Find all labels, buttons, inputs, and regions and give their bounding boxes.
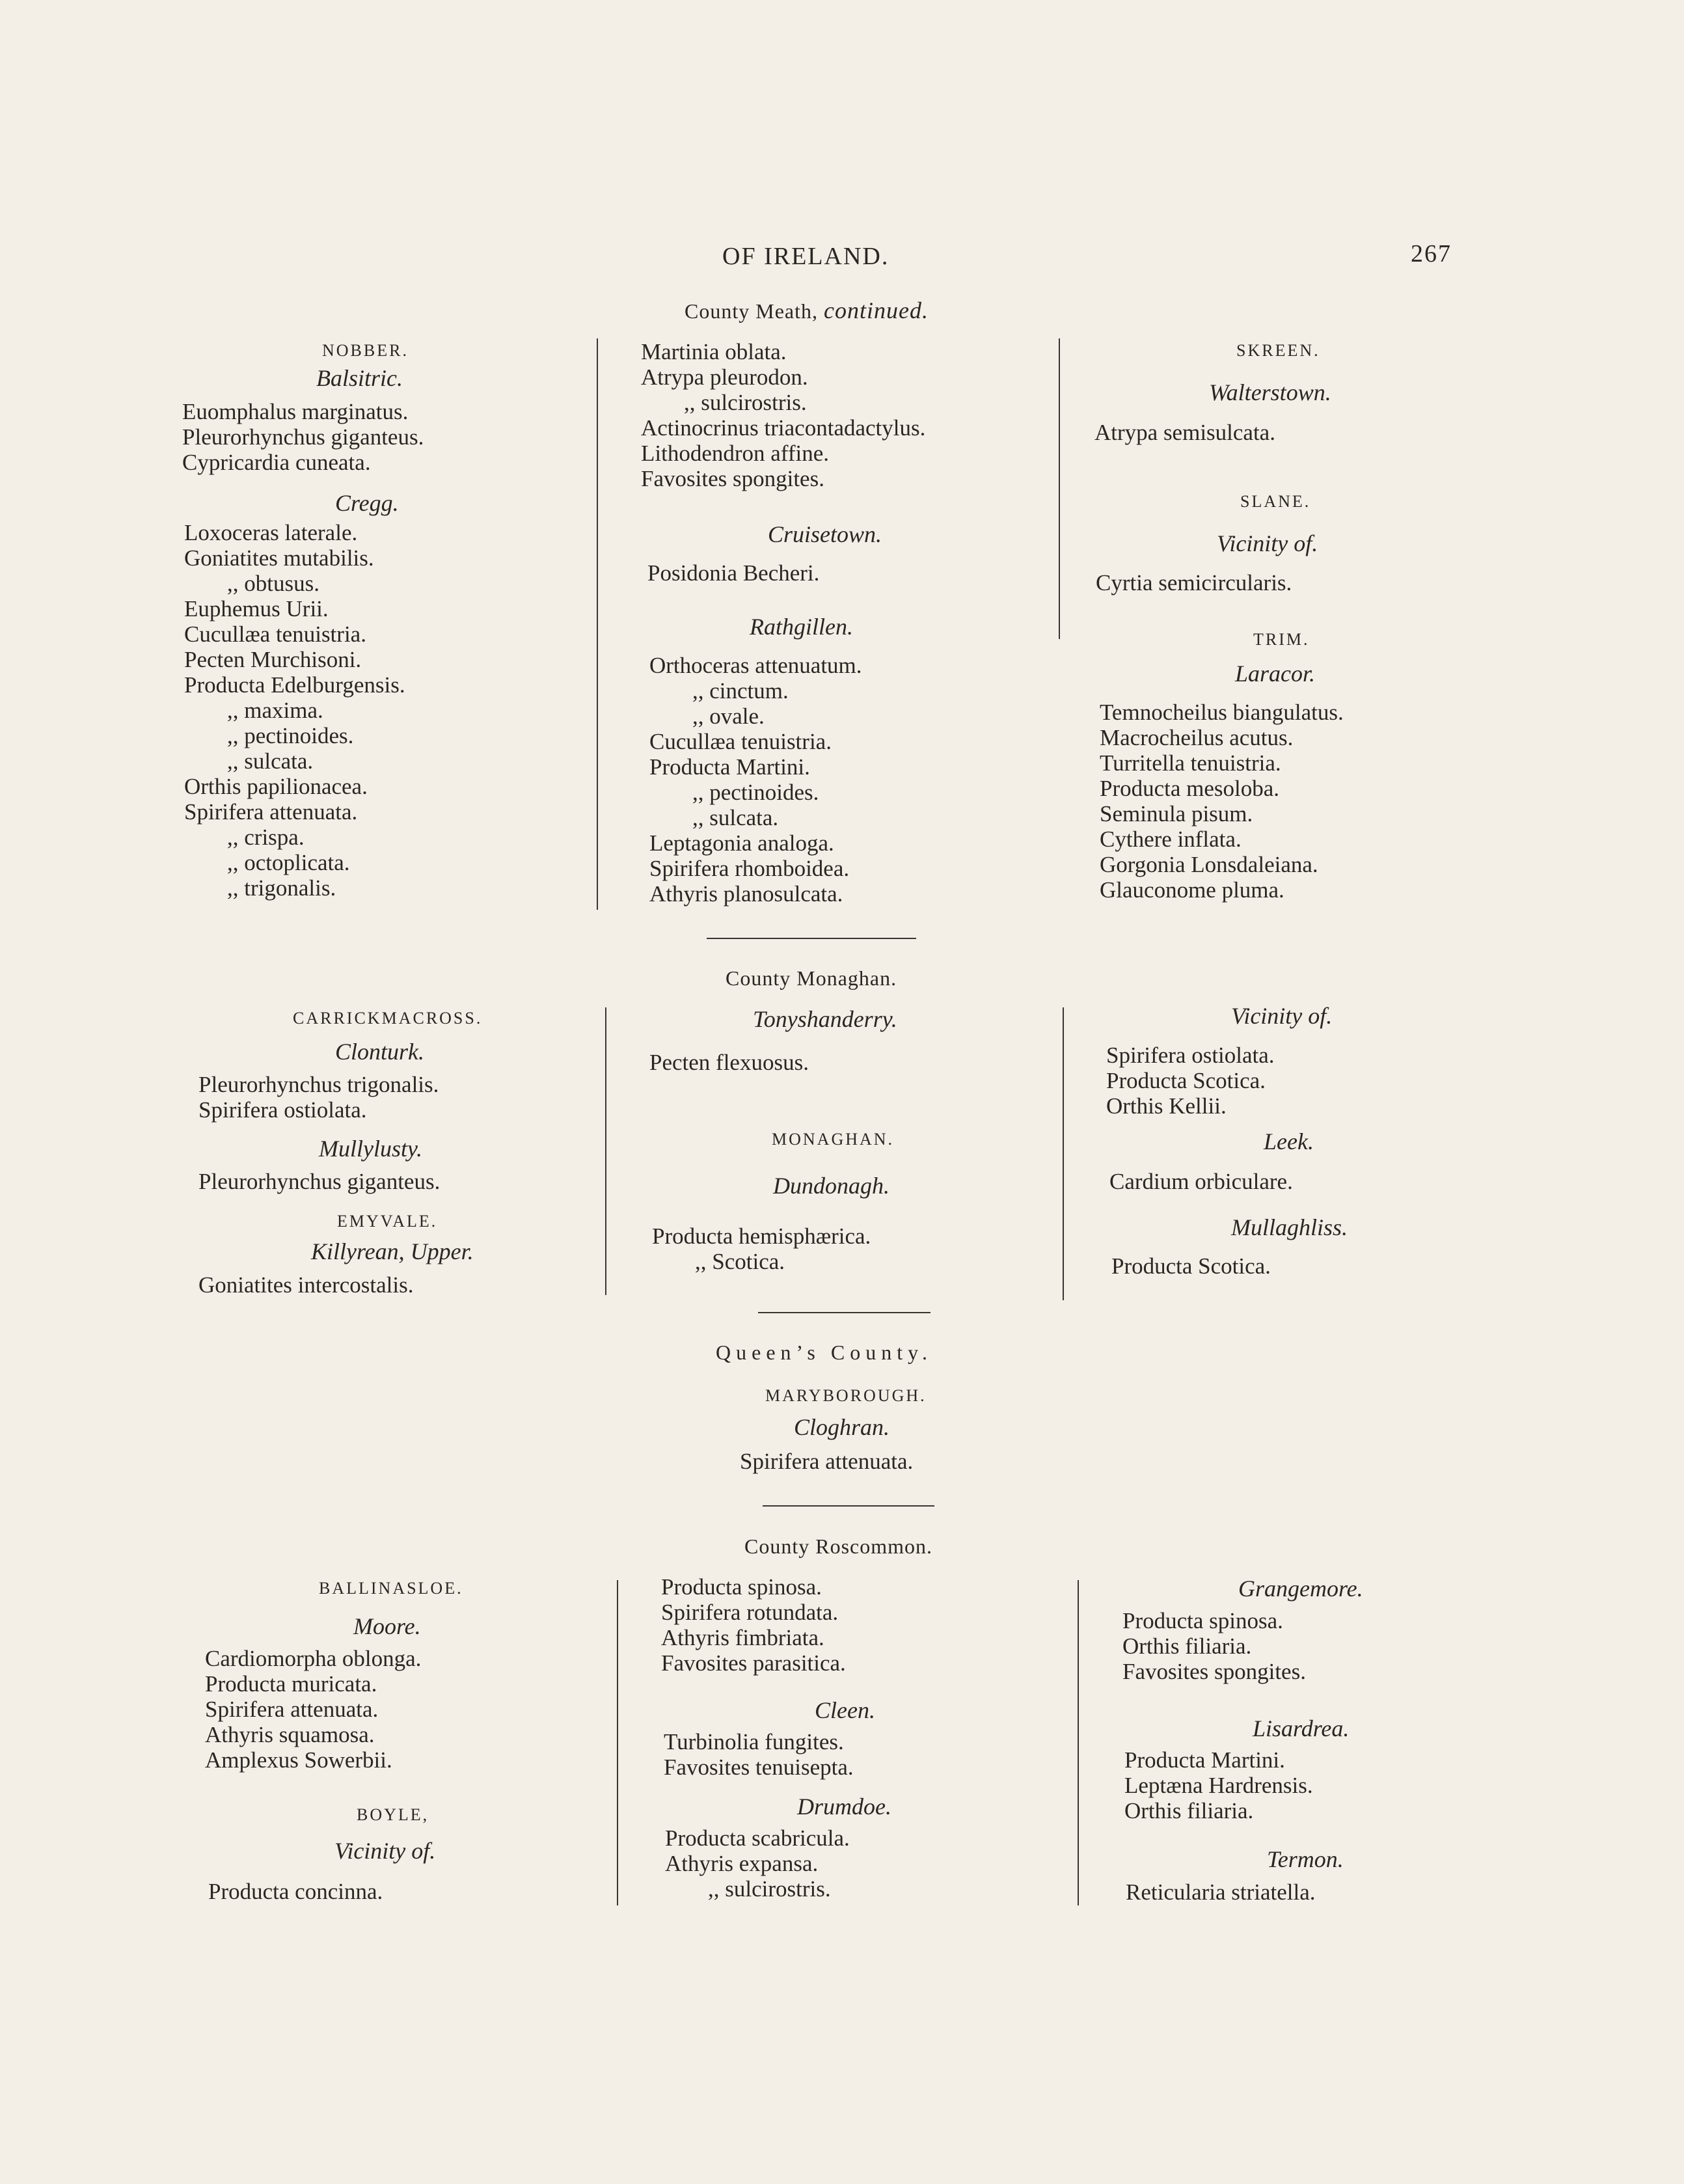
list-item: Spirifera rhomboidea. bbox=[649, 856, 850, 881]
town-ballinasloe: BALLINASLOE. bbox=[319, 1579, 463, 1598]
list-item: Pleurorhynchus trigonalis. bbox=[198, 1072, 439, 1097]
list-item: Actinocrinus triacontadactylus. bbox=[641, 415, 926, 441]
list-item: Producta scabricula. bbox=[665, 1825, 850, 1851]
locality-balsitric: Balsitric. bbox=[316, 365, 403, 391]
list-item: Turritella tenuistria. bbox=[1100, 750, 1281, 776]
list-item: Euphemus Urii. bbox=[184, 596, 329, 621]
species-list-rathgillen bbox=[649, 653, 862, 907]
list-item: Atrypa pleurodon. bbox=[641, 364, 808, 390]
locality-moore: Moore. bbox=[353, 1613, 421, 1639]
town-skreen: SKREEN. bbox=[1236, 341, 1320, 360]
species-list-cruisetown bbox=[647, 560, 819, 586]
list-item: Cyrtia semicircularis. bbox=[1096, 570, 1292, 595]
list-item: Cythere inflata. bbox=[1100, 826, 1242, 852]
locality-mullylusty: Mullylusty. bbox=[319, 1136, 422, 1162]
list-item: Orthis Kellii. bbox=[1106, 1093, 1227, 1119]
heading-continued: continued. bbox=[823, 297, 929, 323]
list-item: Producta Scotica. bbox=[1111, 1253, 1271, 1279]
list-item: Producta Martini. bbox=[1124, 1747, 1285, 1773]
list-item: Seminula pisum. bbox=[1100, 801, 1253, 826]
locality-walterstown: Walterstown. bbox=[1209, 379, 1331, 405]
locality-drumdoe: Drumdoe. bbox=[797, 1794, 891, 1820]
locality-vicinity: Vicinity of. bbox=[334, 1838, 436, 1864]
species-list-drumdoe bbox=[665, 1825, 850, 1902]
list-item: Spirifera rotundata. bbox=[661, 1600, 839, 1625]
list-item: Posidonia Becheri. bbox=[647, 560, 820, 586]
list-item: Glauconome pluma. bbox=[1100, 877, 1284, 903]
section-rule bbox=[763, 1505, 934, 1507]
list-item: ,, sulcirostris. bbox=[684, 390, 807, 415]
heading-text: County Meath, bbox=[685, 299, 818, 323]
list-item: ,, Scotica. bbox=[695, 1249, 785, 1274]
list-item: ,, pectinoides. bbox=[227, 723, 354, 748]
locality-tonyshanderry: Tonyshanderry. bbox=[753, 1006, 897, 1032]
town-nobber: NOBBER. bbox=[322, 341, 409, 360]
list-item: Goniatites mutabilis. bbox=[184, 545, 374, 571]
list-item: ,, trigonalis. bbox=[227, 875, 336, 901]
list-item: ,, sulcirostris. bbox=[708, 1876, 831, 1902]
list-item: Reticularia striatella. bbox=[1126, 1879, 1316, 1905]
list-item: Lithodendron affine. bbox=[641, 441, 829, 466]
list-item: Leptæna Hardrensis. bbox=[1124, 1773, 1313, 1798]
locality-grangemore: Grangemore. bbox=[1238, 1576, 1363, 1602]
list-item: ,, sulcata. bbox=[227, 748, 314, 774]
species-list-clonturk bbox=[198, 1072, 439, 1123]
locality-leek: Leek. bbox=[1264, 1128, 1314, 1154]
column-rule bbox=[1063, 1007, 1064, 1300]
list-item: Pecten flexuosus. bbox=[649, 1050, 809, 1075]
locality-laracor: Laracor. bbox=[1235, 661, 1316, 687]
list-item: ,, obtusus. bbox=[227, 571, 319, 596]
column-rule bbox=[1078, 1580, 1079, 1905]
list-item: Orthis filiaria. bbox=[1122, 1633, 1252, 1659]
species-list-tonyshanderry bbox=[649, 1050, 809, 1075]
section-rule bbox=[707, 938, 916, 939]
species-list-mullylusty bbox=[198, 1169, 440, 1194]
column-rule bbox=[605, 1007, 606, 1295]
list-item: Spirifera ostiolata. bbox=[1106, 1043, 1275, 1068]
section-rule bbox=[758, 1312, 930, 1313]
section-heading-monaghan: County Monaghan. bbox=[726, 966, 897, 990]
section-heading-roscommon: County Roscommon. bbox=[744, 1535, 933, 1558]
species-list-leek bbox=[1109, 1169, 1293, 1194]
list-item: Athyris fimbriata. bbox=[661, 1625, 824, 1650]
species-list-cleen bbox=[664, 1729, 854, 1780]
species-list-cloghran bbox=[740, 1449, 913, 1474]
list-item: Producta Martini. bbox=[649, 754, 810, 780]
locality-vicinity: Vicinity of. bbox=[1217, 530, 1318, 556]
species-list-balsitric bbox=[182, 399, 424, 475]
list-item: Orthis papilionacea. bbox=[184, 774, 368, 799]
locality-cruisetown: Cruisetown. bbox=[768, 521, 882, 547]
list-item: Spirifera ostiolata. bbox=[198, 1097, 367, 1123]
species-list-moore bbox=[205, 1646, 421, 1773]
list-item: Producta spinosa. bbox=[1122, 1608, 1283, 1633]
list-item: Turbinolia fungites. bbox=[664, 1729, 844, 1754]
town-maryborough: MARYBOROUGH. bbox=[765, 1386, 927, 1405]
list-item: Cucullæa tenuistria. bbox=[649, 729, 832, 754]
species-list-mullaghliss bbox=[1111, 1253, 1271, 1279]
locality-mullaghliss: Mullaghliss. bbox=[1231, 1214, 1348, 1240]
list-item: Leptagonia analoga. bbox=[649, 830, 834, 856]
list-item: Martinia oblata. bbox=[641, 339, 787, 364]
list-item: Orthis filiaria. bbox=[1124, 1798, 1254, 1823]
list-item: Macrocheilus acutus. bbox=[1100, 725, 1294, 750]
list-item: Producta Scotica. bbox=[1106, 1068, 1266, 1093]
locality-rathgillen: Rathgillen. bbox=[750, 614, 853, 640]
list-item: Athyris squamosa. bbox=[205, 1722, 375, 1747]
town-carrickmacross: CARRICKMACROSS. bbox=[293, 1009, 483, 1028]
locality-cregg: Cregg. bbox=[335, 490, 399, 516]
species-list-killyrean bbox=[198, 1272, 413, 1298]
species-list-boyle bbox=[208, 1879, 383, 1904]
list-item: Euomphalus marginatus. bbox=[182, 399, 409, 424]
list-item: Cucullæa tenuistria. bbox=[184, 621, 366, 647]
list-item: Temnocheilus biangulatus. bbox=[1100, 700, 1344, 725]
list-item: Amplexus Sowerbii. bbox=[205, 1747, 392, 1773]
locality-clonturk: Clonturk. bbox=[335, 1039, 425, 1065]
species-list-slane bbox=[1096, 570, 1292, 595]
list-item: ,, ovale. bbox=[692, 703, 765, 729]
list-item: ,, crispa. bbox=[227, 825, 305, 850]
list-item: Pecten Murchisoni. bbox=[184, 647, 362, 672]
section-heading-meath bbox=[685, 297, 929, 324]
town-trim: TRIM. bbox=[1253, 630, 1310, 649]
list-item: Pleurorhynchus giganteus. bbox=[198, 1169, 441, 1194]
list-item: Favosites tenuisepta. bbox=[664, 1754, 854, 1780]
list-item: Athyris expansa. bbox=[665, 1851, 819, 1876]
list-item: Producta hemisphærica. bbox=[652, 1223, 871, 1249]
list-item: Favosites spongites. bbox=[1122, 1659, 1306, 1684]
species-list-cregg bbox=[184, 520, 405, 901]
list-item: ,, maxima. bbox=[227, 698, 323, 723]
list-item: Goniatites intercostalis. bbox=[198, 1272, 414, 1298]
species-list-lisardrea bbox=[1124, 1747, 1313, 1823]
list-item: ,, sulcata. bbox=[692, 805, 779, 830]
locality-termon: Termon. bbox=[1267, 1846, 1344, 1872]
species-list-roscommon-middle bbox=[661, 1574, 846, 1676]
list-item: Pleurorhynchus giganteus. bbox=[182, 424, 424, 450]
column-rule bbox=[597, 338, 598, 910]
list-item: Producta spinosa. bbox=[661, 1574, 822, 1600]
list-item: Favosites spongites. bbox=[641, 466, 824, 491]
list-item: Spirifera attenuata. bbox=[205, 1697, 379, 1722]
list-item: ,, cinctum. bbox=[692, 678, 789, 703]
species-list-termon bbox=[1126, 1879, 1316, 1905]
list-item: Cypricardia cuneata. bbox=[182, 450, 371, 475]
locality-killyrean: Killyrean, Upper. bbox=[311, 1238, 474, 1264]
list-item: Cardiomorpha oblonga. bbox=[205, 1646, 422, 1671]
species-list-meath-continued bbox=[641, 339, 925, 491]
list-item: Cardium orbiculare. bbox=[1109, 1169, 1293, 1194]
list-item: ,, octoplicata. bbox=[227, 850, 350, 875]
column-rule bbox=[1059, 338, 1060, 639]
species-list-grangemore bbox=[1122, 1608, 1306, 1684]
list-item: ,, pectinoides. bbox=[692, 780, 819, 805]
page-number: 267 bbox=[1411, 240, 1452, 267]
column-rule bbox=[617, 1580, 618, 1905]
locality-cloghran: Cloghran. bbox=[794, 1414, 890, 1440]
list-item: Producta concinna. bbox=[208, 1879, 383, 1904]
list-item: Producta Edelburgensis. bbox=[184, 672, 405, 698]
locality-vicinity: Vicinity of. bbox=[1231, 1003, 1333, 1029]
species-list-vicinity bbox=[1106, 1043, 1275, 1119]
locality-dundonagh: Dundonagh. bbox=[773, 1173, 890, 1199]
species-list-walterstown bbox=[1094, 420, 1275, 445]
species-list-dundonagh bbox=[652, 1223, 871, 1274]
list-item: Atrypa semisulcata. bbox=[1094, 420, 1275, 445]
list-item: Orthoceras attenuatum. bbox=[649, 653, 862, 678]
locality-lisardrea: Lisardrea. bbox=[1253, 1715, 1350, 1741]
locality-cleen: Cleen. bbox=[815, 1697, 875, 1723]
town-emyvale: EMYVALE. bbox=[337, 1212, 438, 1231]
list-item: Spirifera attenuata. bbox=[184, 799, 358, 825]
list-item: Gorgonia Lonsdaleiana. bbox=[1100, 852, 1318, 877]
town-boyle: BOYLE, bbox=[357, 1805, 429, 1824]
list-item: Athyris planosulcata. bbox=[649, 881, 843, 907]
town-monaghan: MONAGHAN. bbox=[772, 1130, 895, 1149]
species-list-laracor bbox=[1100, 700, 1344, 903]
section-heading-queens-county: Queen’s County. bbox=[716, 1341, 933, 1364]
list-item: Spirifera attenuata. bbox=[740, 1449, 914, 1474]
list-item: Producta mesoloba. bbox=[1100, 776, 1280, 801]
list-item: Producta muricata. bbox=[205, 1671, 377, 1697]
town-slane: SLANE. bbox=[1240, 492, 1311, 511]
list-item: Loxoceras laterale. bbox=[184, 520, 358, 545]
running-title: OF IRELAND. bbox=[722, 243, 890, 270]
list-item: Favosites parasitica. bbox=[661, 1650, 846, 1676]
